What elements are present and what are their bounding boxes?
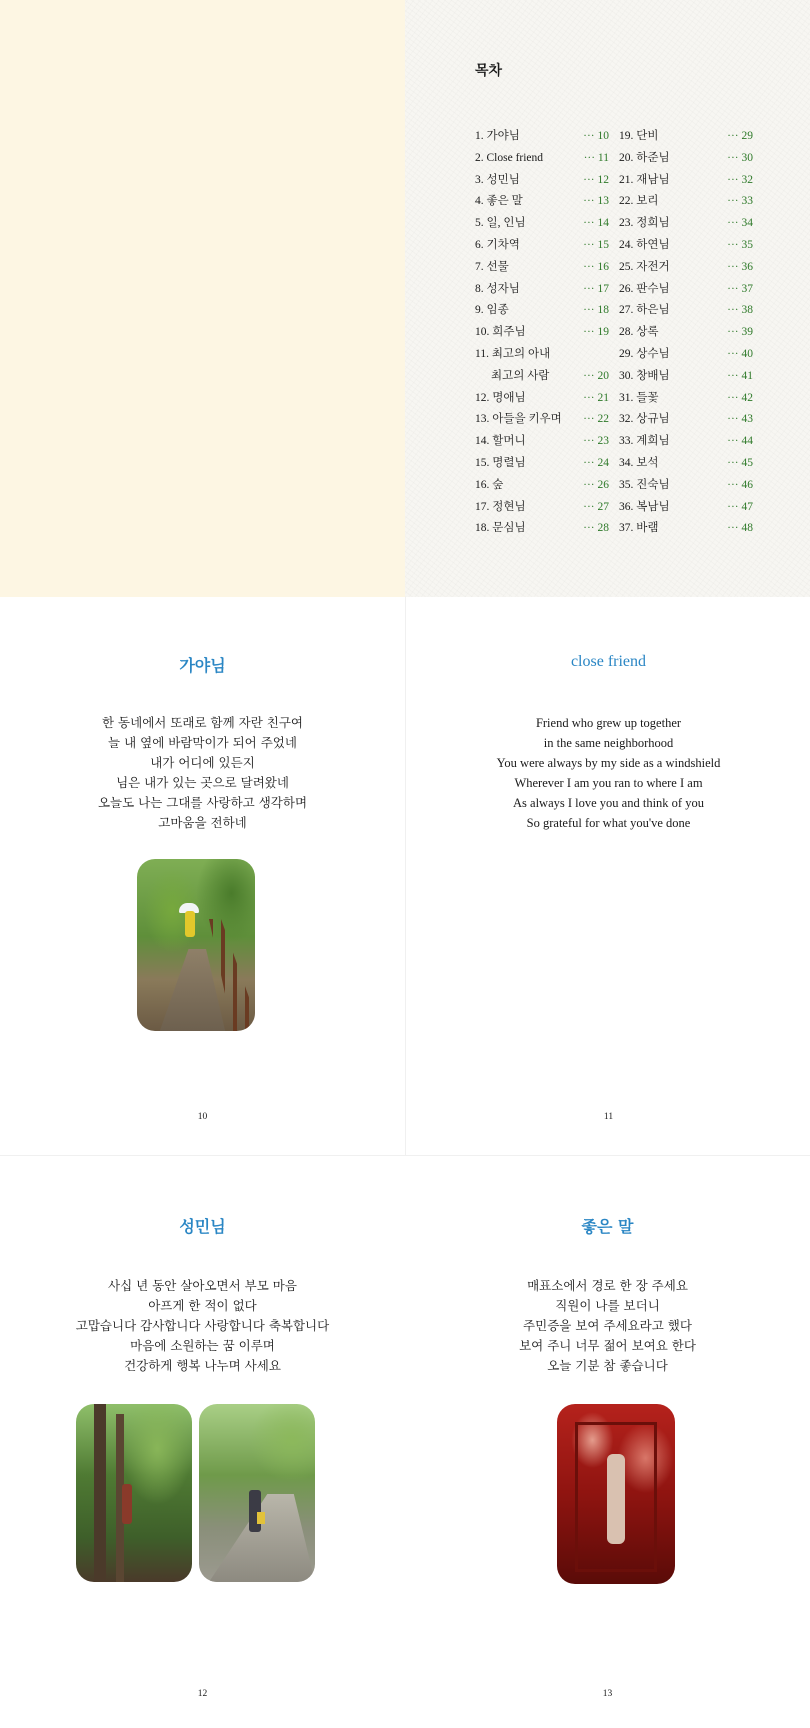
toc-entry-page: ··· 26 [583, 478, 609, 491]
toc-entry[interactable] [475, 475, 609, 497]
photo-boardwalk [157, 949, 227, 1031]
toc-entry[interactable] [619, 322, 753, 344]
toc-entry-page: ··· 13 [583, 195, 609, 208]
toc-entry-label: 2. Close friend [475, 151, 544, 164]
toc-entry-label: 7. 선물 [475, 260, 509, 273]
poem-line: 내가 어디에 있든지 [150, 755, 255, 770]
spread-table-of-contents [0, 0, 810, 597]
toc-entry-label: 25. 자전거 [619, 260, 670, 273]
toc-entry-page: ··· 20 [583, 369, 609, 382]
toc-entry-label: 21. 재남님 [619, 173, 670, 186]
toc-entry-page: ··· 38 [727, 304, 753, 317]
toc-entry-label: 23. 정희님 [619, 217, 670, 230]
toc-entry[interactable] [619, 388, 753, 410]
toc-entry-page: ··· 11 [583, 151, 609, 164]
toc-entry-label: 37. 바램 [619, 522, 659, 535]
toc-entry[interactable] [619, 170, 753, 192]
toc-entry[interactable] [619, 344, 753, 366]
toc-entry[interactable] [475, 453, 609, 475]
poem-line: Wherever I am you ran to where I am [514, 776, 703, 790]
toc-entry-page: ··· 24 [583, 456, 609, 469]
toc-entry[interactable] [475, 366, 609, 388]
poem-line: 늘 내 옆에 바람막이가 되어 주었네 [108, 735, 297, 750]
toc-entry-label: 9. 임종 [475, 304, 509, 317]
poem-text [406, 713, 810, 833]
photo-road [209, 1494, 315, 1582]
toc-entry[interactable] [475, 431, 609, 453]
photo-red-room [557, 1404, 675, 1584]
toc-entry[interactable] [475, 279, 609, 301]
spread-pages-12-13 [0, 1155, 810, 1728]
toc-entry-label: 24. 하연님 [619, 238, 670, 251]
toc-entry-label: 20. 하준님 [619, 151, 670, 164]
toc-entry-label: 22. 보리 [619, 195, 659, 208]
poem-page-10 [0, 597, 405, 1155]
photo-person [607, 1454, 625, 1544]
toc-entry[interactable] [619, 300, 753, 322]
toc-entry-label: 17. 정현님 [475, 500, 526, 513]
table-of-contents-page [405, 0, 810, 597]
toc-entry[interactable] [475, 300, 609, 322]
toc-entry-label: 3. 성민님 [475, 173, 520, 186]
toc-entry-label: 8. 성자님 [475, 282, 520, 295]
photo-person [185, 911, 195, 937]
page-number: 12 [197, 1689, 208, 1699]
blank-cream-page [0, 0, 405, 597]
toc-entry-label: 10. 희주님 [475, 326, 526, 339]
toc-entry-label: 26. 판수님 [619, 282, 670, 295]
toc-entry-page: ··· 12 [583, 173, 609, 186]
photo-person [249, 1490, 261, 1532]
toc-entry-page: ··· 15 [583, 238, 609, 251]
toc-entry[interactable] [475, 257, 609, 279]
poem-text [0, 713, 405, 833]
toc-entry-page: ··· 33 [727, 195, 753, 208]
toc-entry-label: 19. 단비 [619, 130, 659, 142]
page-number: 13 [602, 1689, 613, 1699]
poem-text [0, 1276, 405, 1376]
toc-entry-page: ··· 22 [583, 413, 609, 426]
toc-column-left [475, 126, 609, 540]
toc-entry-page: ··· 47 [727, 500, 753, 513]
page-number: 10 [197, 1112, 208, 1122]
toc-entry-page: ··· 43 [727, 413, 753, 426]
page-number: 11 [603, 1112, 614, 1122]
toc-entry-label: 4. 좋은 말 [475, 195, 523, 208]
poem-line: 보여 주니 너무 젊어 보여요 한다 [519, 1338, 696, 1353]
toc-entry-label: 28. 상록 [619, 326, 659, 339]
poem-line: 사십 년 동안 살아오면서 부모 마음 [108, 1278, 297, 1293]
toc-entry[interactable] [475, 191, 609, 213]
toc-entry-page: ··· 32 [727, 173, 753, 186]
toc-entry-label: 1. 가야님 [475, 130, 520, 142]
toc-entry-label: 30. 창배님 [619, 369, 670, 382]
toc-entry-page: ··· 30 [727, 151, 753, 164]
toc-entry-page: ··· 21 [583, 391, 609, 404]
toc-entry-page: ··· 45 [727, 456, 753, 469]
toc-entry-label: 최고의 사람 [491, 369, 550, 382]
poem-line: 건강하게 행복 나누며 사세요 [124, 1358, 281, 1373]
toc-entry-page: ··· 34 [727, 217, 753, 230]
toc-entry-label: 15. 명렬님 [475, 456, 526, 469]
toc-entry-page: ··· 10 [583, 130, 609, 142]
toc-entry-label: 33. 계희님 [619, 435, 670, 448]
poem-line: You were always by my side as a windshield [496, 756, 721, 770]
poem-title: 가야님 [179, 656, 226, 675]
toc-entry-page: ··· 44 [727, 435, 753, 448]
spread-pages-10-11 [0, 597, 810, 1155]
poem-line: 고마움을 전하네 [158, 815, 247, 830]
photo-forest-bridge [137, 859, 255, 1031]
toc-entry-page: ··· 36 [727, 260, 753, 273]
poem-page-13 [405, 1156, 810, 1728]
toc-entry[interactable] [619, 279, 753, 301]
toc-entry-page: ··· 17 [583, 282, 609, 295]
toc-entry-label: 13. 아들을 키우며 [475, 413, 562, 426]
poem-line: in the same neighborhood [543, 736, 674, 750]
toc-entry[interactable] [619, 148, 753, 170]
toc-entry-page: ··· 29 [727, 130, 753, 142]
poem-line: Friend who grew up together [535, 716, 682, 730]
poem-line: 한 동네에서 또래로 함께 자란 친구여 [102, 715, 303, 730]
toc-entry[interactable] [619, 191, 753, 213]
toc-entry[interactable] [475, 518, 609, 540]
toc-column-right [619, 126, 753, 540]
toc-entry[interactable] [619, 453, 753, 475]
toc-entry[interactable] [475, 388, 609, 410]
toc-entry[interactable] [475, 126, 609, 148]
toc-entry-page: ··· 40 [727, 347, 753, 360]
toc-entry-page: ··· 18 [583, 304, 609, 317]
photo-bag [257, 1512, 265, 1524]
poem-page-12 [0, 1156, 405, 1728]
poem-page-11 [405, 597, 810, 1155]
poem-title: close friend [570, 653, 647, 670]
toc-entry[interactable] [619, 497, 753, 519]
toc-entry[interactable] [475, 235, 609, 257]
toc-entry-page: ··· 46 [727, 478, 753, 491]
poem-line: 주민증을 보여 주세요라고 했다 [523, 1318, 692, 1333]
toc-entry[interactable] [475, 170, 609, 192]
poem-line: So grateful for what you've done [526, 816, 691, 830]
toc-entry-label: 18. 문심님 [475, 522, 526, 535]
toc-entry-label: 36. 복남님 [619, 500, 670, 513]
toc-entry-page: ··· 27 [583, 500, 609, 513]
toc-entry-label: 31. 들꽃 [619, 391, 659, 404]
poem-line: 매표소에서 경로 한 장 주세요 [527, 1278, 688, 1293]
toc-entry[interactable] [619, 518, 753, 540]
toc-entry[interactable] [619, 213, 753, 235]
toc-entry-page: ··· 35 [727, 238, 753, 251]
toc-entry-label: 12. 명애님 [475, 391, 526, 404]
poem-line: 고맙습니다 감사합니다 사랑합니다 축복합니다 [75, 1318, 330, 1333]
toc-entry-page: ··· 19 [583, 326, 609, 339]
toc-entry-page: ··· 16 [583, 260, 609, 273]
toc-entry-label: 32. 상규님 [619, 413, 670, 426]
poem-line: 오늘도 나는 그대를 사랑하고 생각하며 [97, 795, 308, 810]
toc-entry[interactable] [475, 148, 609, 170]
poem-line: 직원이 나를 보더니 [555, 1298, 660, 1313]
photo-tree-trunk [94, 1404, 106, 1582]
toc-entry-label: 14. 할머니 [475, 435, 526, 448]
photo-person [122, 1484, 132, 1524]
toc-entry[interactable] [475, 322, 609, 344]
toc-entry-page: ··· 42 [727, 391, 753, 404]
toc-entry-label: 34. 보석 [619, 456, 659, 469]
toc-entry-page: ··· 37 [727, 282, 753, 295]
photo-tree-climb [76, 1404, 192, 1582]
toc-entry-page: ··· 39 [727, 326, 753, 339]
toc-entry-page: ··· 41 [727, 369, 753, 382]
poem-line: 님은 내가 있는 곳으로 달려왔네 [116, 775, 289, 790]
poem-line: As always I love you and think of you [513, 796, 704, 810]
toc-title: 목차 [475, 63, 503, 79]
toc-entry-label: 27. 하은님 [619, 304, 670, 317]
toc-entry-label: 6. 기차역 [475, 238, 520, 251]
toc-entry[interactable] [619, 257, 753, 279]
poem-line: 오늘 기분 참 좋습니다 [547, 1358, 668, 1373]
toc-entry[interactable] [475, 213, 609, 235]
toc-entry-page: ··· 28 [583, 522, 609, 535]
poem-text [405, 1276, 810, 1376]
toc-entry[interactable] [475, 497, 609, 519]
toc-entry-label: 29. 상수님 [619, 347, 670, 360]
toc-entry[interactable] [619, 366, 753, 388]
poem-line: 마음에 소원하는 꿈 이루며 [130, 1338, 275, 1353]
poem-title: 성민님 [179, 1217, 226, 1236]
toc-entry-page: ··· 48 [727, 522, 753, 535]
toc-entry[interactable] [619, 126, 753, 148]
toc-entry[interactable] [475, 344, 609, 366]
toc-entry-label: 5. 일, 인님 [475, 217, 526, 230]
toc-entry-page: ··· 14 [583, 217, 609, 230]
toc-entry[interactable] [475, 409, 609, 431]
toc-entry-page: ··· 23 [583, 435, 609, 448]
poem-title: 좋은 말 [581, 1217, 634, 1236]
photo-path-walk [199, 1404, 315, 1582]
toc-entry-label: 35. 진숙님 [619, 478, 670, 491]
toc-entry[interactable] [619, 475, 753, 497]
toc-entry-label: 16. 숲 [475, 478, 504, 491]
toc-entry[interactable] [619, 409, 753, 431]
toc-entry[interactable] [619, 235, 753, 257]
toc-entry-label: 11. 최고의 아내 [475, 347, 551, 360]
toc-entry[interactable] [619, 431, 753, 453]
poem-line: 아프게 한 적이 없다 [148, 1298, 257, 1313]
